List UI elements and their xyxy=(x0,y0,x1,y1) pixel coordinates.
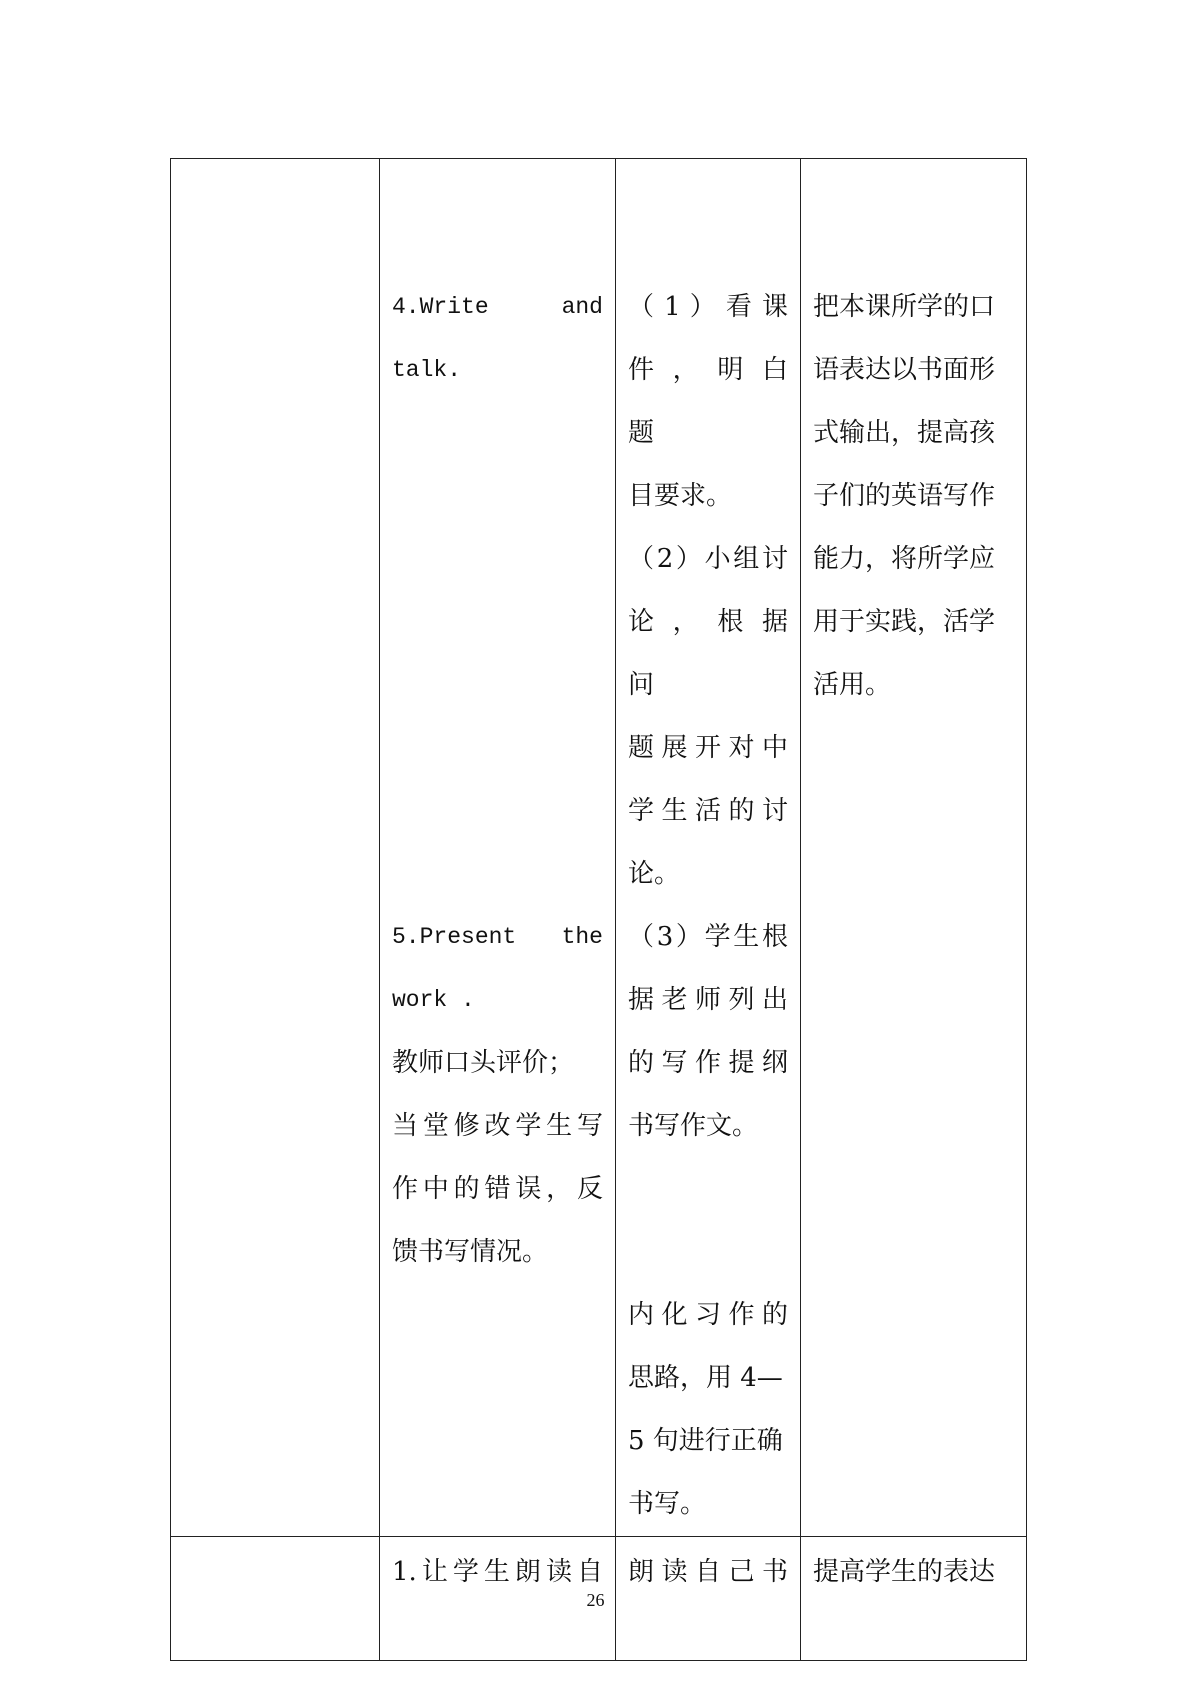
present-work-step: 5.Present the work . xyxy=(392,924,603,1013)
student-step-2: （2）小组讨 论 ， 根 据 问 题展开对中 学生活的讨 论。 xyxy=(628,544,788,889)
stage-cell xyxy=(171,159,380,1537)
student-step-3: （3）学生根 据老师列出 的写作提纲 书写作文。 xyxy=(628,922,788,1141)
correction-note: 当堂修改学生写 作中的错误，反 馈书写情况。 xyxy=(392,1111,603,1267)
student-activity-cell: 朗读自己书 xyxy=(616,1537,801,1661)
teacher-evaluation: 教师口头评价； xyxy=(392,1048,575,1078)
student-step-1: （ 1 ） 看 课 件 ， 明 白 题 目要求。 xyxy=(628,292,788,511)
write-and-talk-step: 4.Write and talk. xyxy=(392,294,603,383)
purpose-cell: 提高学生的表达 xyxy=(801,1537,1027,1661)
teacher-activity-cell: 1.让学生朗读自 xyxy=(380,1537,616,1661)
student-activity-cell xyxy=(616,159,801,1537)
purpose-text: 把本课所学的口 语表达以书面形 式输出，提高孩 子们的英语写作 能力，将所学应 用于实践，活学 活用。 xyxy=(813,292,996,700)
purpose-cell xyxy=(801,159,1027,1537)
student-internalize: 内化习作的 思路，用 4— 5 句进行正确 书写。 xyxy=(628,1300,788,1519)
teacher-activity-cell xyxy=(380,159,616,1537)
lesson-plan-table xyxy=(170,158,1027,1661)
page-number: 26 xyxy=(586,1590,605,1610)
table-row xyxy=(171,159,1027,1537)
